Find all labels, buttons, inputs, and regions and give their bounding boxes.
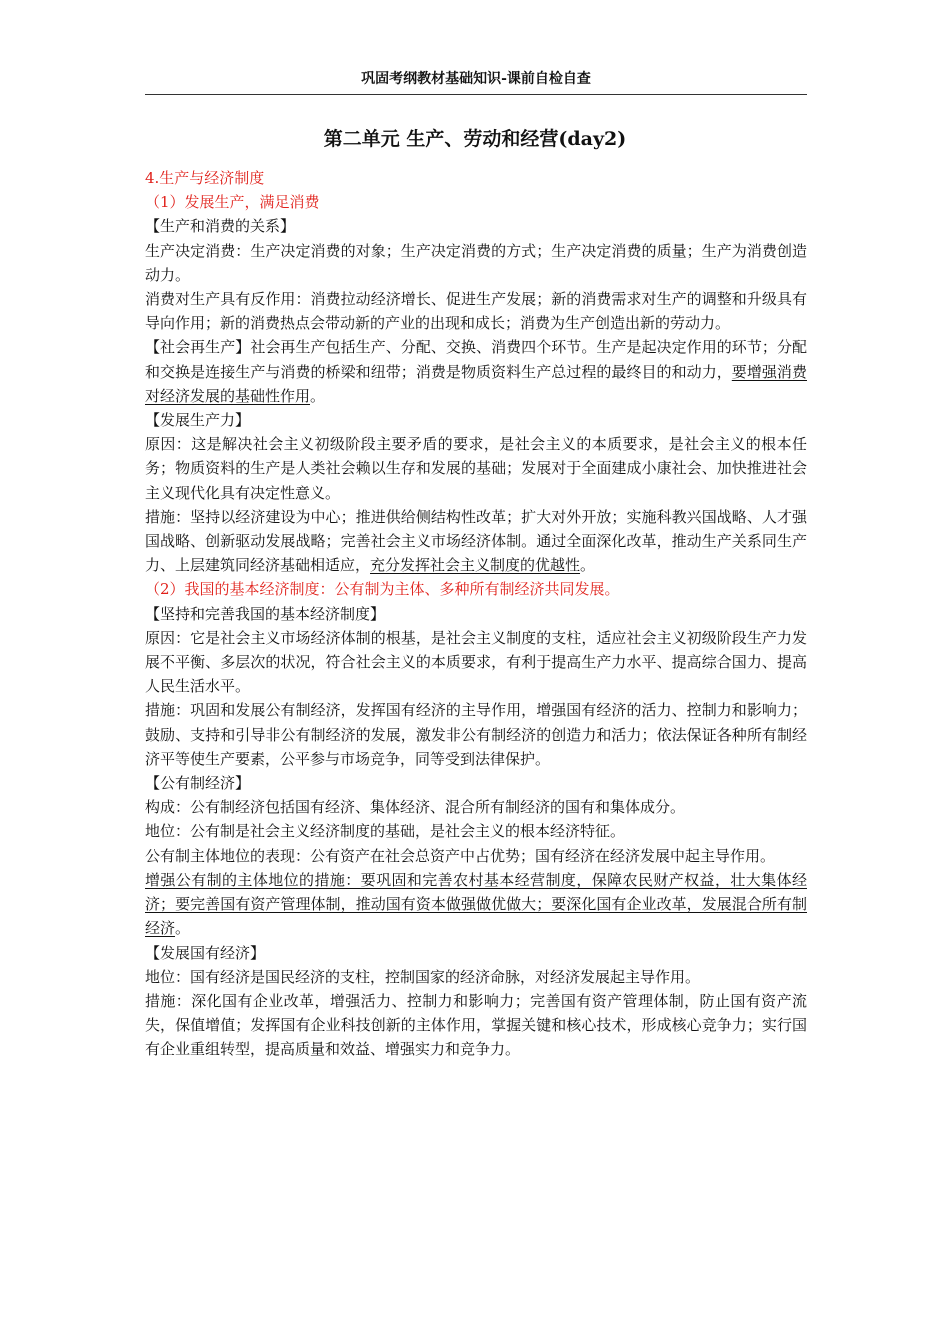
paragraph-state-position: 地位：国有经济是国民经济的支柱，控制国家的经济命脉，对经济发展起主导作用。 (145, 967, 701, 986)
topic-heading-public: 【公有制经济】 (145, 774, 251, 793)
text-span: 。 (580, 556, 596, 575)
paragraph-public-strengthen (145, 868, 807, 941)
underlined-text: 增强公有制的主体地位的措施：要巩固和完善农村基本经营制度，保障农民财产权益，壮大集体经济；要完善国有资产管理体制，推动国有资本做强做优做大；要深化国有企业改革，发展混合所有制经济 (145, 870, 807, 938)
topic-heading-state: 【发展国有经济】 (145, 943, 266, 962)
underlined-text: 充分发挥社会主义制度的优越性 (370, 556, 581, 575)
paragraph-public-composition: 构成：公有制经济包括国有经济、集体经济、混合所有制经济的国有和集体成分。 (145, 798, 686, 817)
topic-heading-develop: 【发展生产力】 (145, 411, 251, 430)
topic-heading-uphold: 【坚持和完善我国的基本经济制度】 (145, 604, 386, 623)
paragraph-develop-measure (145, 505, 807, 578)
section-heading-4: 4.生产与经济制度 (145, 169, 265, 187)
paragraph-uphold-measure: 措施：巩固和发展公有制经济，发挥国有经济的主导作用，增强国有经济的活力、控制力和影响力；鼓励、支持和引导非公有制经济的发展，激发非公有制经济的创造力和活力；依法保证各种所有制经济平等使生产要素，公平参与市场竞争，同等受到法律保护。 (145, 701, 807, 768)
paragraph-develop-reason: 原因：这是解决社会主义初级阶段主要矛盾的要求，是社会主义的本质要求，是社会主义的根本任务；物质资料的生产是人类社会赖以生存和发展的基础；发展对于全面建成小康社会、加快推进社会主义现代化具有决定性意义。 (145, 435, 807, 502)
subsection-heading-1: （1）发展生产，满足消费 (145, 193, 320, 212)
text-span: 措施：坚持以经济建设为中心；推进供给侧结构性改革；扩大对外开放；实施科教兴国战略、人才强国战略、创新驱动发展战略；完善社会主义市场经济体制。通过全面深化改革，推动生产关系同生产力、上层建筑同经济基础相适应， (145, 507, 807, 575)
text-span: 。 (175, 919, 191, 938)
paragraph-consumption-reacts: 消费对生产具有反作用：消费拉动经济增长、促进生产发展；新的消费需求对生产的调整和升级具有导向作用；新的消费热点会带动新的产业的出现和成长；消费为生产创造出新的劳动力。 (145, 290, 807, 333)
paragraph-public-manifestation: 公有制主体地位的表现：公有资产在社会总资产中占优势；国有经济在经济发展中起主导作用。 (145, 846, 776, 865)
underlined-text: 要增强消费对经济发展的基础性作用 (145, 362, 807, 405)
paragraph-uphold-reason: 原因：它是社会主义市场经济体制的根基，是社会主义制度的支柱，适应社会主义初级阶段生产力发展不平衡、多层次的状况，符合社会主义的本质要求，有利于提高生产力水平、提高综合国力、提高人民生活水平。 (145, 628, 807, 696)
document-body (145, 166, 807, 1062)
paragraph-social-reproduction (145, 335, 807, 408)
text-span: 【社会再生产】社会再生产包括生产、分配、交换、消费四个环节。生产是起决定作用的环节；分配和交换是连接生产与消费的桥梁和纽带；消费是物质资料生产总过程的最终目的和动力， (145, 338, 807, 381)
paragraph-public-position: 地位：公有制是社会主义经济制度的基础，是社会主义的根本经济特征。 (145, 822, 626, 841)
topic-heading-relation: 【生产和消费的关系】 (145, 217, 296, 236)
paragraph-production-decides: 生产决定消费：生产决定消费的对象；生产决定消费的方式；生产决定消费的质量；生产为消费创造动力。 (145, 241, 807, 284)
subsection-heading-2: （2）我国的基本经济制度：公有制为主体、多种所有制经济共同发展。 (145, 580, 620, 599)
page-title: 第二单元 生产、劳动和经营(day2) (323, 128, 627, 150)
paragraph-state-measure: 措施：深化国有企业改革，增强活力、控制力和影响力；完善国有资产管理体制，防止国有资产流失，保值增值；发挥国有企业科技创新的主体作用，掌握关键和核心技术，形成核心竞争力；实行国有企业重组转型，提高质量和效益、增强实力和竞争力。 (145, 991, 807, 1059)
page-header: 巩固考纲教材基础知识-课前自检自查 (145, 68, 807, 95)
text-span: 。 (310, 386, 326, 405)
